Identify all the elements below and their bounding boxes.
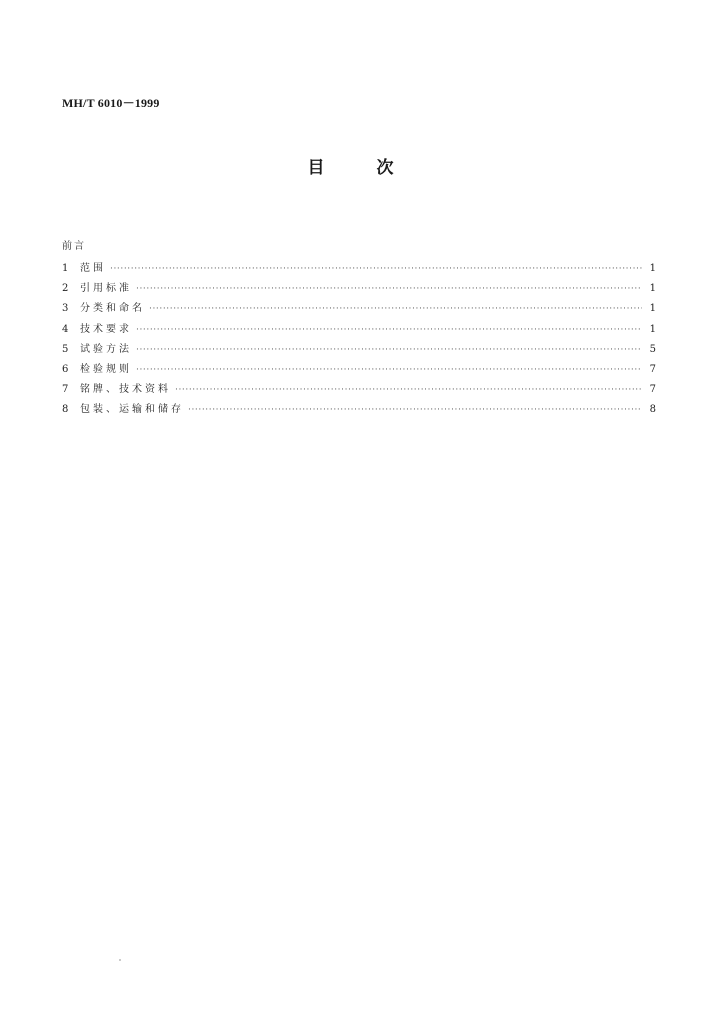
toc-entry-page: 1 [649, 283, 656, 295]
toc-entry-page: 5 [649, 343, 656, 355]
toc-entry-page: 1 [649, 263, 656, 274]
toc-entry[interactable] [62, 320, 656, 340]
toc-entry-page: 7 [649, 363, 656, 375]
page-title-char-1: 目 [307, 158, 325, 178]
toc-entry-number: 7 [62, 384, 69, 396]
toc-dot-leader [136, 360, 642, 380]
toc-entry[interactable] [62, 259, 656, 279]
toc-entry-number: 3 [62, 303, 69, 315]
scan-speck [119, 959, 121, 961]
standard-number: MH/T 6010－1999 [62, 96, 160, 110]
toc-entry-number: 4 [62, 323, 69, 335]
toc-entry-number: 1 [62, 263, 69, 274]
toc-entry[interactable] [62, 360, 656, 380]
toc-dot-leader [188, 400, 642, 420]
toc-entry-number: 8 [62, 404, 69, 416]
toc-entry-title: 技术要求 [80, 323, 132, 335]
toc-entry-page: 1 [649, 323, 656, 335]
toc-entry-title: 范围 [80, 263, 106, 274]
toc-dot-leader [136, 279, 642, 299]
toc-entry-page: 7 [649, 384, 656, 396]
toc-entry-title: 分类和命名 [80, 303, 145, 315]
page-title-char-2: 次 [376, 158, 394, 178]
toc-entry[interactable] [62, 340, 656, 360]
toc-entry-title: 铭牌、技术资料 [80, 384, 171, 396]
page-title [0, 153, 701, 178]
toc-entry[interactable] [62, 299, 656, 319]
toc-dot-leader [149, 299, 642, 319]
toc-entry-title: 检验规则 [80, 363, 132, 375]
toc-entry[interactable] [62, 279, 656, 299]
toc-entry[interactable] [62, 400, 656, 420]
toc-dot-leader [136, 320, 642, 340]
toc-entry-title: 引用标准 [80, 283, 132, 295]
toc-entry-number: 2 [62, 283, 69, 295]
table-of-contents [62, 239, 656, 421]
toc-entry-page: 8 [649, 404, 656, 416]
toc-entry-number: 6 [62, 363, 69, 375]
toc-foreword[interactable]: 前言 [62, 241, 86, 252]
toc-entry-title: 包装、运输和储存 [80, 404, 184, 416]
toc-entry-number: 5 [62, 343, 69, 355]
toc-entry-title: 试验方法 [80, 343, 132, 355]
toc-dot-leader [175, 380, 642, 400]
toc-dot-leader [110, 259, 642, 279]
toc-dot-leader [136, 340, 642, 360]
toc-entry-page: 1 [649, 303, 656, 315]
toc-entry[interactable] [62, 380, 656, 400]
